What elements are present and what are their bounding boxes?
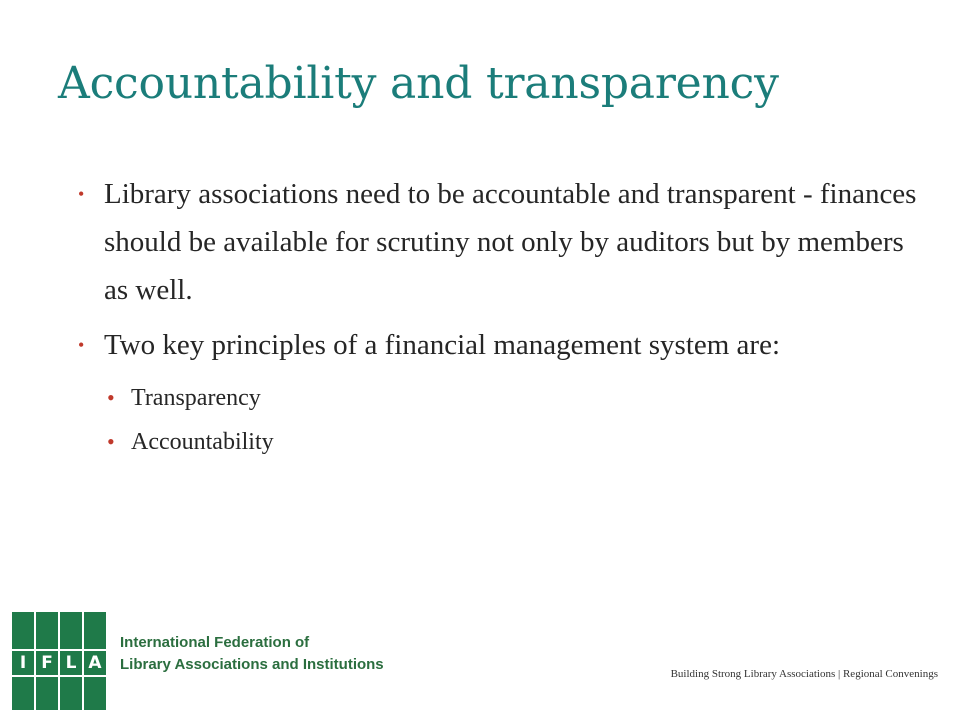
sub-bullet-dot-icon: •	[107, 429, 115, 454]
bullet-text: Two key principles of a financial management system are:	[104, 329, 781, 361]
bullet-item	[78, 321, 918, 369]
logo-letter: I	[19, 653, 27, 673]
sub-bullet-item	[107, 420, 918, 464]
bullet-dot-icon: •	[78, 184, 85, 204]
logo-letter: F	[41, 653, 53, 673]
logo-letter: L	[65, 653, 77, 673]
org-name-line2: Library Associations and Institutions	[120, 656, 384, 673]
sub-bullet-dot-icon: •	[107, 385, 115, 410]
bullet-item	[78, 170, 918, 314]
sub-bullet-list	[78, 376, 918, 464]
bullet-dot-icon: •	[78, 335, 85, 355]
sub-bullet-text: Transparency	[131, 385, 261, 411]
logo-letters	[12, 651, 108, 675]
org-name-line1: International Federation of	[120, 634, 310, 651]
bullet-text: Library associations need to be accountable and transparent - finances should be available for scrutiny not only by auditors but by members as well.	[104, 178, 917, 306]
org-name	[120, 632, 384, 676]
logo-letter: A	[88, 653, 102, 673]
sub-bullet-item	[107, 376, 918, 420]
slide-title: Accountability and transparency	[58, 58, 779, 109]
bullet-list	[78, 170, 918, 464]
ifla-logo	[12, 612, 108, 710]
footer-text: Building Strong Library Associations | Regional Convenings	[670, 668, 938, 680]
sub-bullet-text: Accountability	[131, 429, 274, 455]
